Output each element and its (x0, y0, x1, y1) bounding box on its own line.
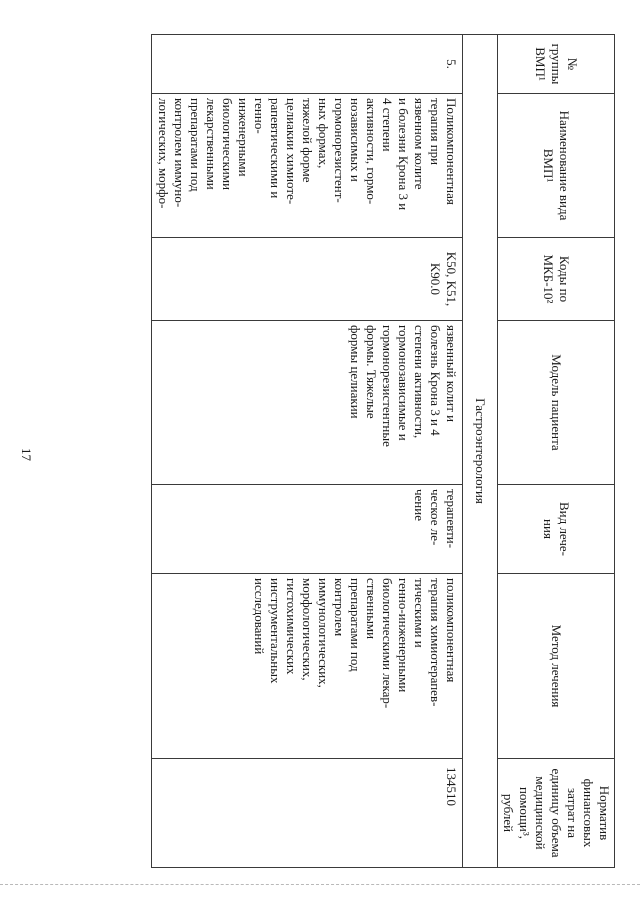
cell-group-number: 5. (152, 35, 463, 94)
section-row (463, 35, 498, 868)
rotated-page-content (80, 0, 640, 883)
vmp-table (151, 34, 615, 868)
header-treatment-method: Метод лечения (498, 574, 615, 759)
section-title: Гастроэнтерология (463, 35, 498, 868)
cell-treatment-type: терапевти- ческое ле- чение (152, 485, 463, 574)
cell-treatment-method: поликомпонентная терапия химиотерапев- тическими и генно-инженерными биологическими лекар- ственными препаратами под контролем иммунологических, морфологических, гистохимических инструментальных исследований (152, 574, 463, 759)
table-row (152, 35, 463, 868)
cell-icd-codes: K50, K51, K90.0 (152, 238, 463, 321)
header-row (498, 35, 615, 868)
header-icd-codes: Коды по МКБ-10² (498, 238, 615, 321)
header-cost-rate: Норматив финансовых затрат на единицу объема медицинской помощи³, рублей (498, 759, 615, 868)
cell-cost-rate: 134510 (152, 759, 463, 868)
header-treatment-type: Вид лече- ния (498, 485, 615, 574)
header-patient-model: Модель пациента (498, 321, 615, 485)
cell-vmp-name: Поликомпонентная терапия при язвенном колите и болезни Крона 3 и 4 степени активности, гормо- нозависимых и гормонорезистент- ных формах, тяжелой форме целиакии химиоте- рапевтическими и генно- инженерными биологическими лекарственными препаратами под контролем иммуно- логических, морфо- (152, 94, 463, 238)
header-group-number: № группы ВМП¹ (498, 35, 615, 94)
header-vmp-name: Наименование вида ВМП¹ (498, 94, 615, 238)
cell-patient-model: язвенный колит и болезнь Крона 3 и 4 степени активности, гормонозависимые и гормонорезистентные формы. Тяжелые формы целиакии (152, 321, 463, 485)
footer-divider (0, 884, 640, 885)
page-number: 17 (19, 448, 34, 461)
